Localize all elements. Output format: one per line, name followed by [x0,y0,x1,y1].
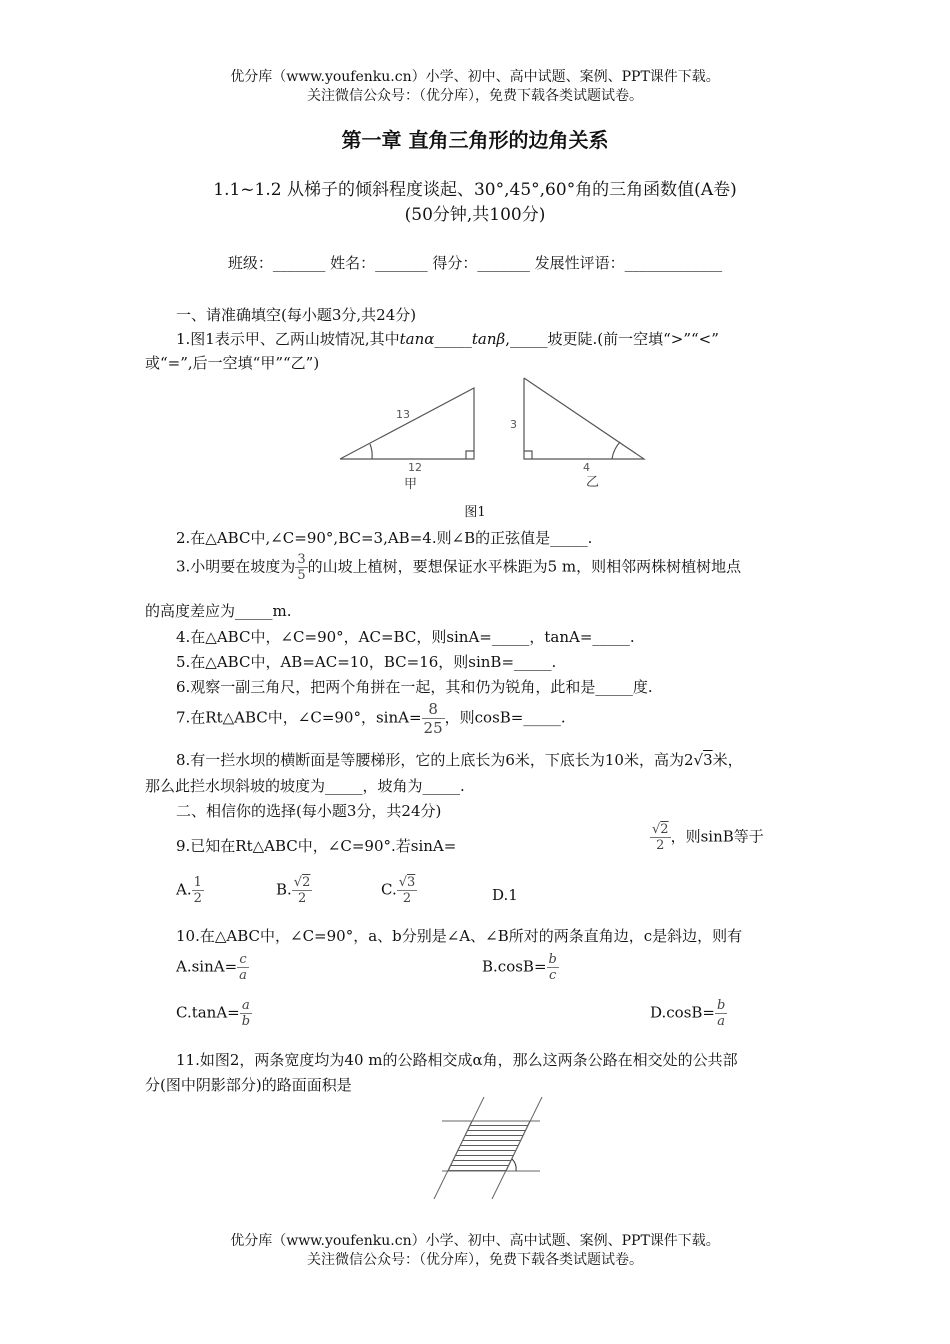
q9-option-b-root: 2 [302,875,311,890]
q10-option-c-den: b [241,1014,251,1029]
question-2: 2.在△ABC中,∠C=90°,BC=3,AB=4.则∠B的正弦值是_____. [176,529,593,547]
q9-option-c[interactable] [381,875,417,906]
q9-option-b[interactable] [276,875,312,906]
question-3 [176,552,741,583]
student-info-line: 班级：_______ 姓名：_______ 得分：_______ 发展性评语：_____________ [227,254,723,272]
q10-option-a-num: c [237,952,249,968]
section-2-heading: 二、相信你的选择(每小题3分，共24分) [176,802,442,820]
q7-fraction [422,700,445,737]
q9-option-b-den: 2 [297,891,307,906]
question-6: 6.观察一副三角尺，把两个角拼在一起，其和仍为锐角，此和是_____度. [176,678,653,696]
q9-option-a-fraction [192,875,204,906]
q1-text-c: ,_____坡更陡.(前一空填“>”“<” [505,330,719,348]
footer-line-1: 优分库（www.youfenku.cn）小学、初中、高中试题、案例、PPT课件下载。 [230,1233,720,1249]
q10-option-b-den: c [549,968,557,983]
q9-text-b: ，则sinB等于 [670,827,764,846]
q10-option-c-label: C.tanA= [176,1003,240,1022]
triangle-yi [524,378,644,459]
q9-root: 2 [660,822,669,837]
q8-root: 3 [703,751,713,769]
question-4: 4.在△ABC中，∠C=90°，AC=BC，则sinA=_____，tanA=_____. [176,628,635,646]
q10-option-d-den: a [717,1014,726,1029]
q1-tan-beta: tanβ [471,330,506,348]
q3-denominator: 5 [297,568,306,583]
q9-option-d[interactable]: D.1 [492,886,518,904]
q7-text-a: 7.在Rt△ABC中，∠C=90°，sinA= [176,708,422,727]
tri1-hypotenuse-label: 13 [396,408,410,421]
q3-slope-fraction [295,552,307,583]
figure-1-caption: 图1 [464,505,486,520]
q10-option-a-den: a [239,968,247,983]
tri1-base-label: 12 [408,461,422,474]
q3-numerator: 3 [297,552,306,567]
header-line-1: 优分库（www.youfenku.cn）小学、初中、高中试题、案例、PPT课件下载。 [230,69,720,85]
tri1-name: 甲 [404,477,418,492]
header-line-2: 关注微信公众号：（优分库），免费下载各类试题试卷。 [307,88,643,104]
q3-text-b: 的山坡上植树，要想保证水平株距为5 m，则相邻两株树植树地点 [307,557,742,576]
q10-option-c[interactable] [176,998,252,1029]
q10-option-b-fraction [547,952,559,983]
question-9: 9.已知在Rt△ABC中，∠C=90°.若sinA= [176,837,457,855]
question-11: 11.如图2，两条宽度均为40 m的公路相交成α角，那么这两条公路在相交处的公共部 [176,1051,738,1069]
question-1 [176,328,719,349]
exam-duration: (50分钟,共100分) [404,205,546,225]
tri2-side-label: 3 [510,418,517,431]
q10-option-d[interactable] [650,998,727,1029]
question-5: 5.在△ABC中，AB=AC=10，BC=16，则sinB=_____. [176,653,557,671]
q10-option-d-num: b [716,998,726,1013]
q9-option-c-label: C. [381,880,397,899]
q9-fraction: $\frac{√2}{2}$ [652,822,669,853]
figure-1 [330,372,660,497]
q1-tan-alpha: tanα [399,330,435,348]
figure-2-roads [420,1093,560,1203]
question-11-line-2: 分(图中阴影部分)的路面面积是 [145,1076,352,1094]
page-title: 第一章 直角三角形的边角关系 [341,128,609,152]
q9-option-a[interactable] [176,875,204,906]
tri2-name: 乙 [586,475,600,490]
q10-option-b-num: b [548,952,557,967]
question-8-line-2: 那么此拦水坝斜坡的坡度为_____，坡角为_____. [145,777,465,795]
angle-alpha-arc [512,1159,516,1171]
question-10: 10.在△ABC中，∠C=90°，a、b分别是∠A、∠B所对的两条直角边，c是斜边，则有 [176,927,743,945]
q9-denominator: 2 [656,838,665,853]
q10-option-d-fraction [715,998,727,1029]
q9-option-b-fraction: $\frac{√2}{2}$ [293,875,311,906]
q7-numerator: 8 [422,700,445,719]
footer-line-2: 关注微信公众号：（优分库），免费下载各类试题试卷。 [307,1252,643,1268]
question-7 [176,700,566,737]
q1-text-a: 1.图1表示甲、乙两山坡情况,其中 [176,330,400,348]
question-3-line-2: 的高度差应为_____m. [145,602,292,620]
q10-option-a-fraction [237,952,249,983]
question-8: 8.有一拦水坝的横断面是等腰梯形，它的上底长为6米，下底长为10米，高为2√3米， [176,751,743,769]
q7-text-b: ，则cosB=_____. [444,708,566,727]
q1-blank: _____ [434,330,472,348]
q9-option-a-num: 1 [193,875,202,890]
section-1-heading: 一、请准确填空(每小题3分,共24分) [176,306,417,324]
q10-option-a-label: A.sinA= [176,957,238,976]
q10-option-c-num: a [240,998,252,1014]
q10-option-b-label: B.cosB= [482,957,547,976]
question-1-line-2: 或“=”,后一空填“甲”“乙”) [145,354,320,372]
q9-option-c-fraction: $\frac{√3}{2}$ [398,875,416,906]
q10-option-b[interactable] [482,952,559,983]
q9-option-b-label: B. [276,880,292,899]
q9-option-a-den: 2 [193,891,202,906]
q3-text-a: 3.小明要在坡度为 [176,557,296,576]
question-9-tail [650,822,764,853]
page-subtitle: 1.1~1.2 从梯子的倾斜程度谈起、30°,45°,60°角的三角函数值(A卷) [213,180,737,200]
q10-option-d-label: D.cosB= [650,1003,715,1022]
tri2-base-label: 4 [583,461,590,474]
q10-option-c-fraction [240,998,252,1029]
q10-option-a[interactable] [176,952,249,983]
q8-text-a: 8.有一拦水坝的横断面是等腰梯形，它的上底长为6米，下底长为10米，高为2 [176,751,694,769]
q7-denominator: 25 [423,719,443,737]
q9-option-c-den: 2 [402,891,412,906]
triangle-jia [340,388,474,459]
q9-option-c-root: 3 [407,875,416,890]
q8-text-b: 米， [712,751,743,769]
q9-option-a-label: A. [176,880,192,899]
